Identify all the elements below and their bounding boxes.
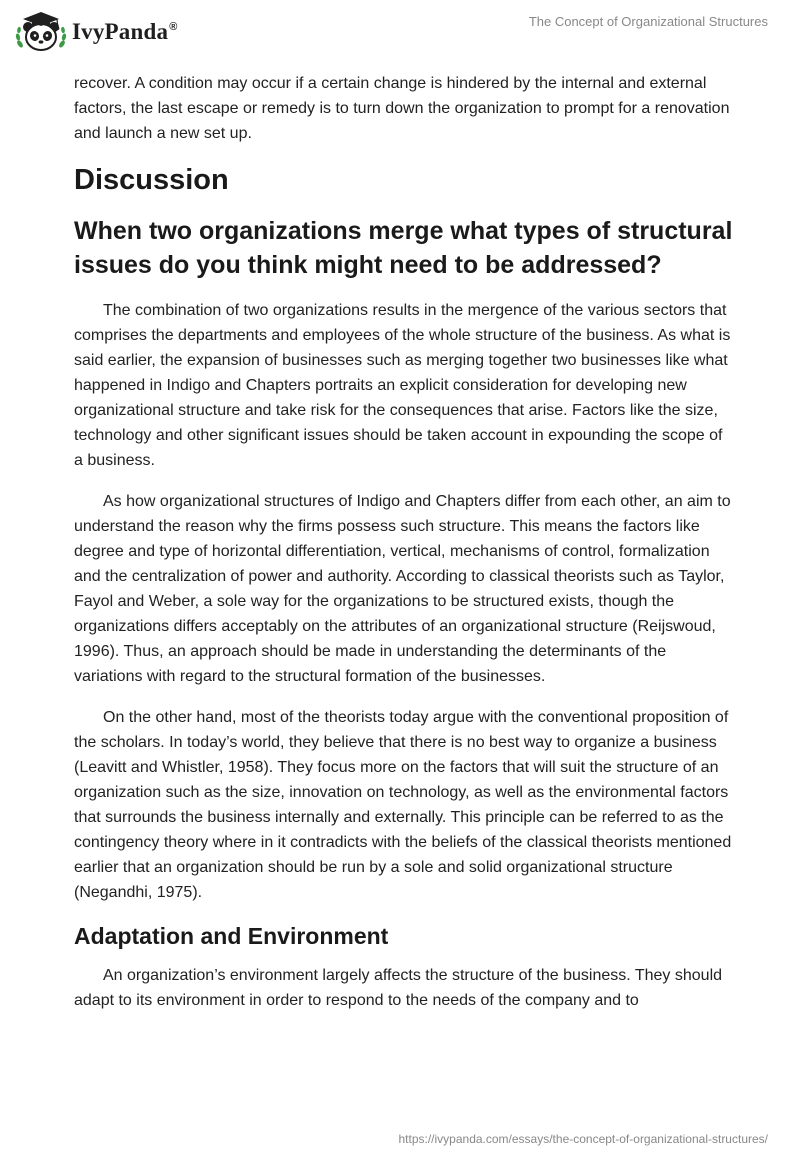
footer-url[interactable]: https://ivypanda.com/essays/the-concept-of-organizational-structures/ <box>398 1132 768 1146</box>
registered-mark: ® <box>169 21 178 34</box>
panda-graduate-icon <box>12 10 70 54</box>
document-title: The Concept of Organizational Structures <box>528 14 768 29</box>
essay-content <box>74 71 734 1029</box>
paragraph-3: On the other hand, most of the theorists today argue with the conventional proposition of the scholars. In today’s world, they believe that there is no best way to organize a business (Leavitt and Whistler, 1958). They focus more on the factors that will suit the structure of an organization such as the size, innovation on technology, as well as the environmental factors that surrounds the business internally and externally. This principle can be referred to as the contingency theory where in it contradicts with the beliefs of the classical theorists mentioned earlier that an organization should be run by a sole and solid organizational structure (Negandhi, 1975). <box>74 709 732 901</box>
heading-discussion: Discussion <box>74 164 229 196</box>
heading-adaptation: Adaptation and Environment <box>74 923 389 949</box>
paragraph-4: An organization’s environment largely affects the structure of the business. They should adapt to its environment in order to respond to the needs of the company and to <box>74 967 723 1009</box>
heading-question: When two organizations merge what types of structural issues do you think might need to be addressed? <box>74 217 733 279</box>
ivypanda-logo[interactable] <box>12 10 178 54</box>
paragraph-1: The combination of two organizations results in the mergence of the various sectors that comprises the departments and employees of the whole structure of the business. As what is said earlier, the expansion of businesses such as merging together two businesses like what happened in Indigo and Chapters portraits an explicit consideration for developing new organizational structure and take risk for the consequences that arise. Factors like the size, technology and other significant issues should be taken account in expounding the scope of a business. <box>74 302 731 469</box>
page-header <box>0 0 800 64</box>
brand-name: IvyPanda® <box>72 19 178 44</box>
paragraph-intro: recover. A condition may occur if a certain change is hindered by the internal and external factors, the last escape or remedy is to turn down the organization to prompt for a renovation and launch a new set up. <box>74 75 730 142</box>
paragraph-2: As how organizational structures of Indigo and Chapters differ from each other, an aim to understand the reason why the firms possess such structure. This means the factors like degree and type of horizontal differentiation, vertical, mechanisms of control, formalization and the centralization of power and authority. According to classical theorists such as Taylor, Fayol and Weber, a sole way for the organizations to be structured exists, though the organizations differs acceptably on the attributes of an organizational structure (Reijswoud, 1996). Thus, an approach should be made in understanding the determinants of the variations with regard to the structural formation of the businesses. <box>74 493 731 685</box>
